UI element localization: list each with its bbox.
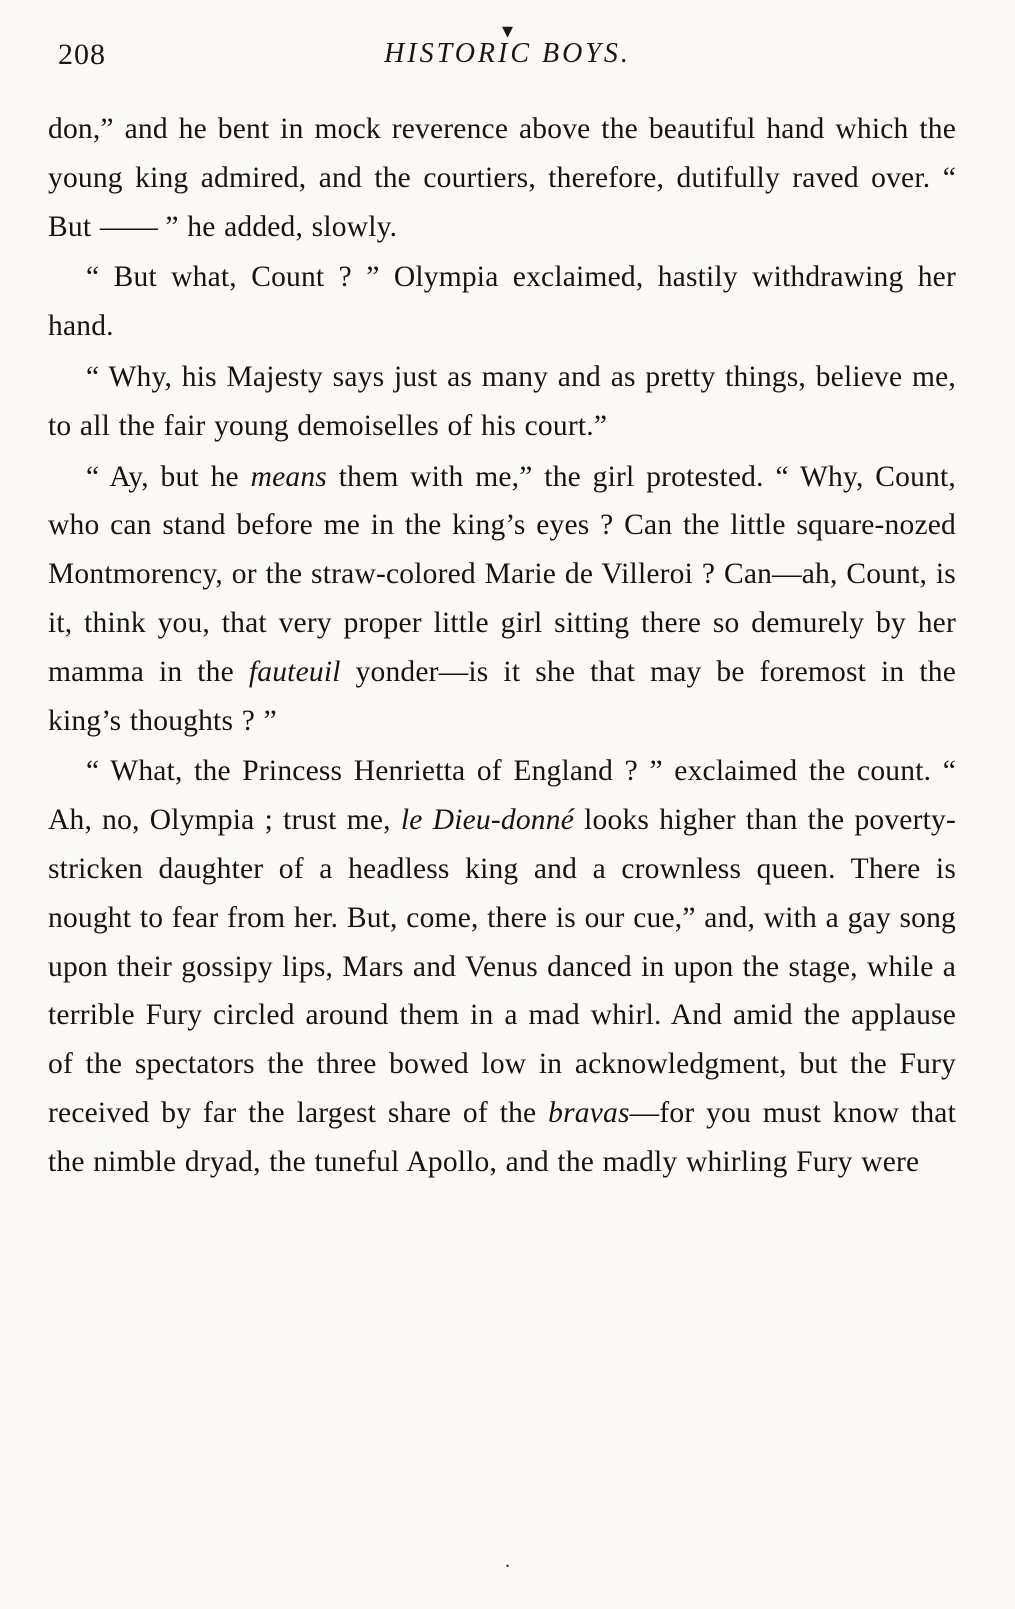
text-run: yonder—is it she that may be foremost in the king’s thoughts ? ” xyxy=(48,655,956,737)
text-run: ” he added, slowly. xyxy=(156,210,398,243)
paragraph xyxy=(48,747,956,1186)
text-run: “ What, the Princess Henrietta of England ? ” exclaimed the count. “ Ah, no, Olympia ; trust me, xyxy=(48,755,956,837)
text-run: them with me,” the girl protested. “ Why, Count, who can stand before me in the king’s eyes ? Can the little square-nozed Montmorency, or the straw-colored Marie de Villeroi ? Can—ah, Count, is it, think you, that very proper little girl sitting there so demurely by her mamma in the xyxy=(48,460,956,688)
foot-mark: . xyxy=(505,1550,510,1572)
paragraph xyxy=(48,353,956,451)
text-run: don,” and he bent in mock reverence above the beautiful hand which the young king admired, and the courtiers, therefore, dutifully raved over. “ But xyxy=(48,113,956,243)
emphasis-text: bravas xyxy=(548,1096,630,1129)
text-run: “ Ay, but he xyxy=(86,460,251,493)
paragraph xyxy=(48,253,956,351)
emphasis-text: fauteuil xyxy=(248,655,341,688)
page-header xyxy=(50,18,965,78)
page-number: 208 xyxy=(58,38,106,71)
text-run: “ But what, Count ? ” Olympia exclaimed, hastily withdrawing her hand. xyxy=(48,261,956,343)
emphasis-text: means xyxy=(250,460,327,493)
em-dash: —— xyxy=(99,210,157,243)
paragraph xyxy=(48,105,956,251)
text-run: looks higher than the poverty-stricken daughter of a headless king and a crownless queen. There is nought to fear from her. But, come, there is our cue,” and, with a gay song upon their gossipy lips, Mars and Venus danced in upon the stage, while a terrible Fury circled around them in a mad whirl. And amid the applause of the spectators the three bowed low in acknowledgment, but the Fury received by far the largest share of the xyxy=(48,804,956,1129)
text-run: “ Why, his Majesty says just as many and as pretty things, believe me, to all the fair young demoiselles of his court.” xyxy=(48,360,956,442)
text-run: —for you must know that the nimble dryad, the tuneful Apollo, and the madly whirling Fury were xyxy=(48,1096,956,1178)
emphasis-text: le Dieu-donné xyxy=(400,804,574,837)
paragraph xyxy=(48,453,956,746)
header-mark-icon: ▾ xyxy=(501,18,514,43)
body-text xyxy=(48,105,956,1189)
running-head-title: HISTORIC BOYS. xyxy=(384,38,631,69)
